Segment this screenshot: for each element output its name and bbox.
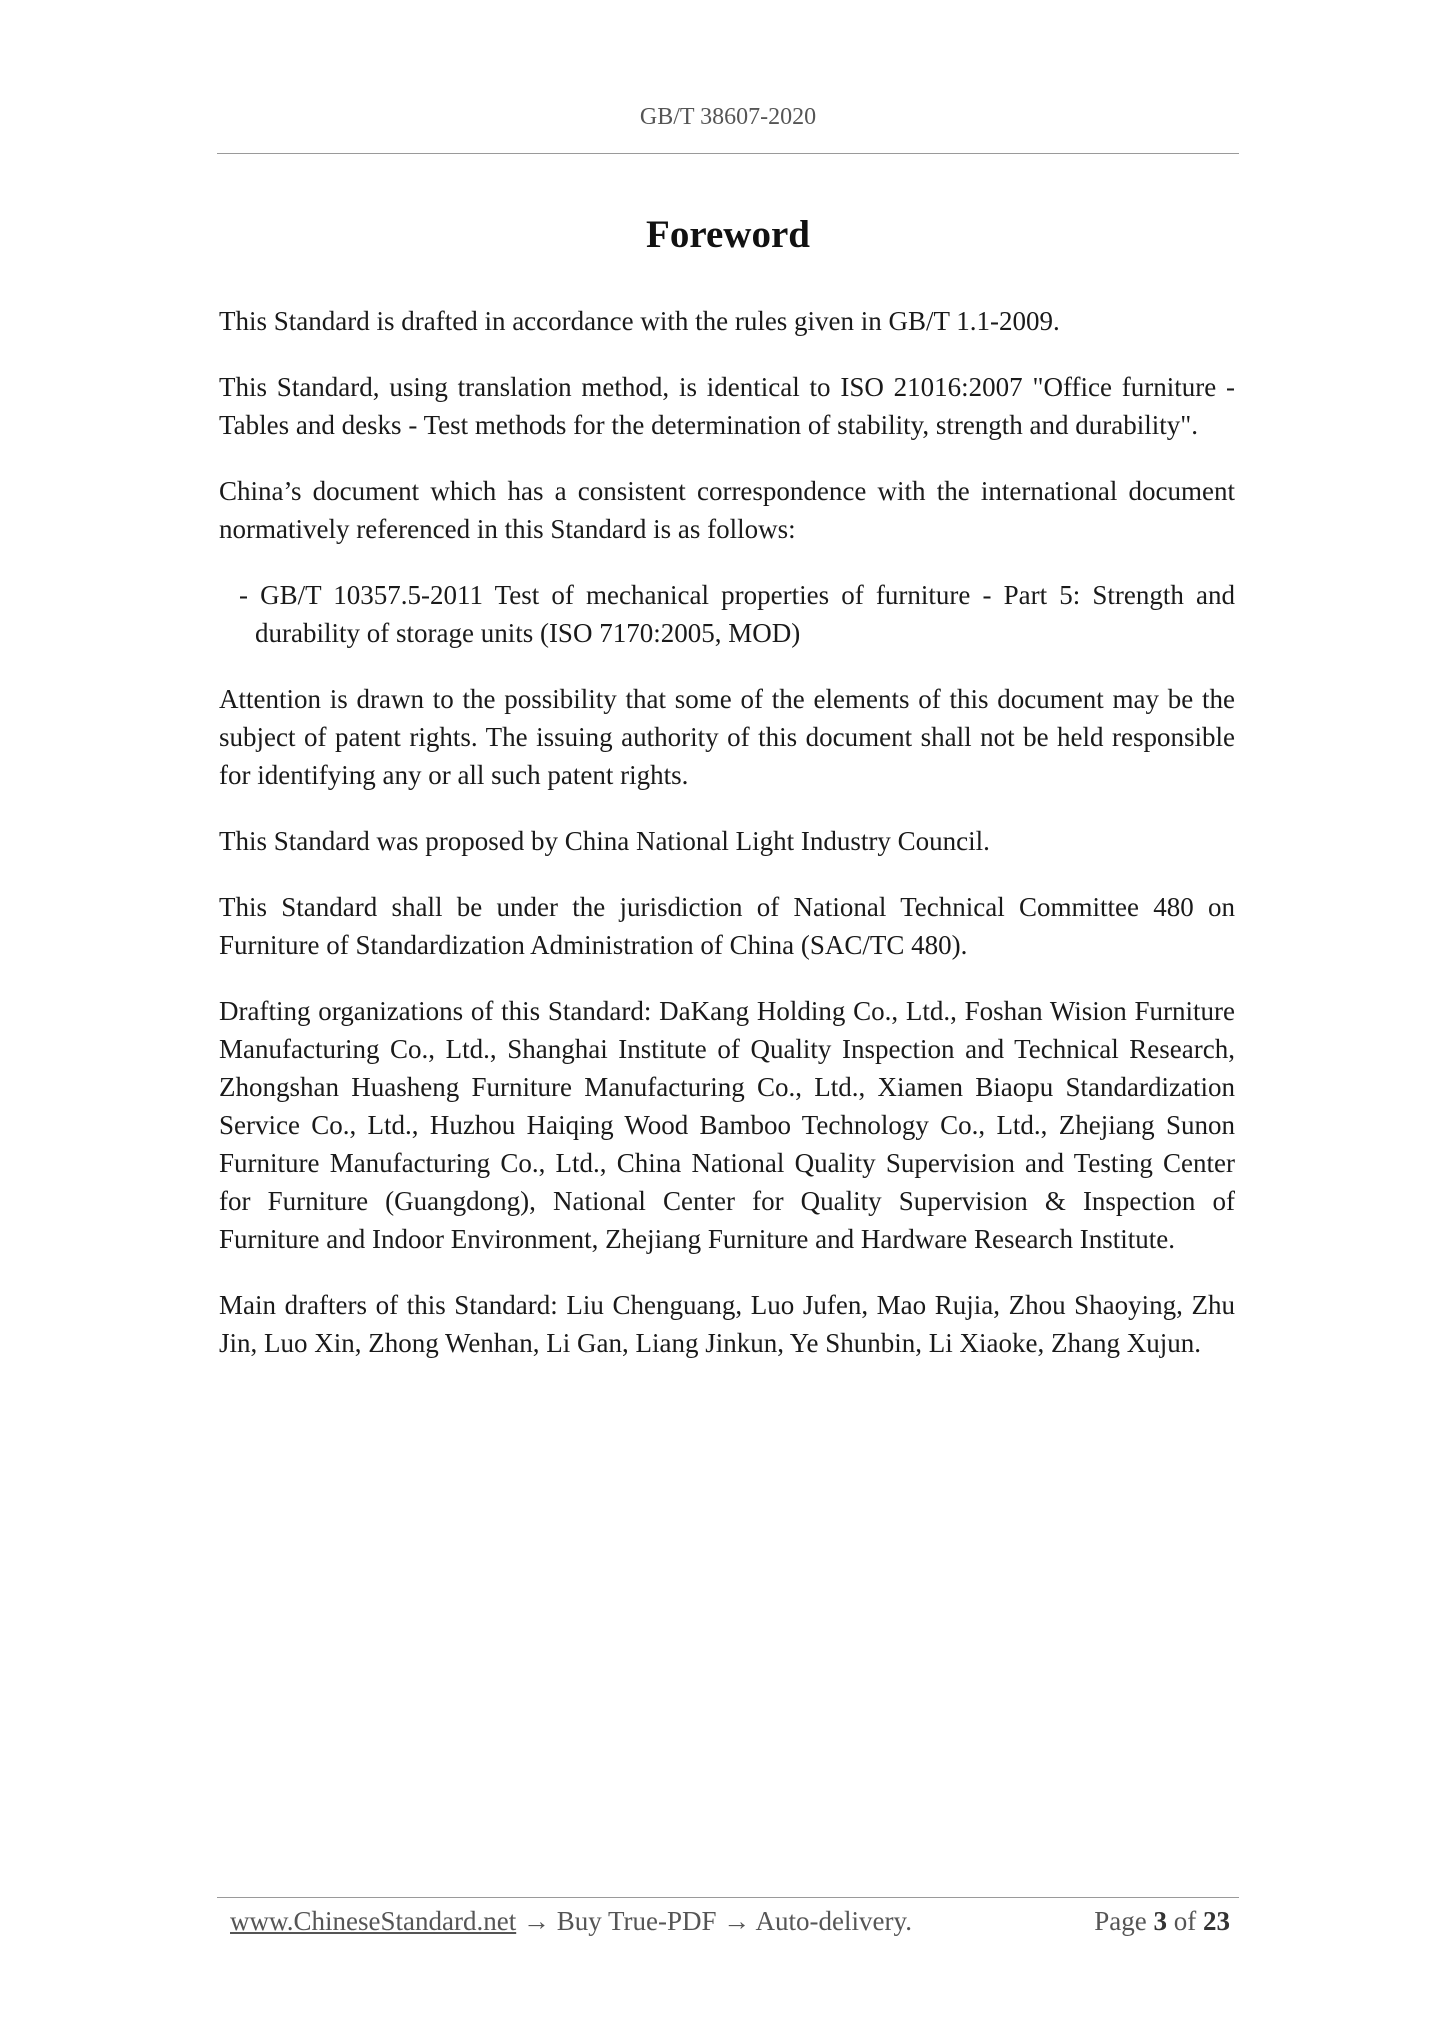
paragraph-main-drafters: Main drafters of this Standard: Liu Chenguang, Luo Jufen, Mao Rujia, Zhou Shaoying, Zhu Jin, Luo Xin, Zhong Wenhan, Li Gan, Liang Jinkun, Ye Shunbin, Li Xiaoke, Zhang Xujun. [219, 1290, 1235, 1358]
foreword-body [219, 302, 1235, 1390]
header-divider [217, 153, 1239, 154]
paragraph-correspondence: China’s document which has a consistent correspondence with the international document normatively referenced in this Standard is as follows: [219, 476, 1235, 544]
page-header-doc-number: GB/T 38607-2020 [639, 104, 817, 130]
page-of: of [1173, 1906, 1197, 1936]
page-title: Foreword [646, 213, 810, 256]
list-item-referenced-document: - GB/T 10357.5-2011 Test of mechanical properties of furniture - Part 5: Strength and durability of storage units (ISO 7170:2005, MOD) [239, 580, 1235, 648]
arrow-right-icon: → [723, 1906, 751, 1936]
arrow-right-icon: → [522, 1906, 550, 1936]
footer-promo [230, 1906, 912, 1937]
auto-delivery-text: Auto-delivery. [755, 1906, 912, 1936]
footer-divider [217, 1897, 1239, 1898]
paragraph-drafting-rules: This Standard is drafted in accordance with the rules given in GB/T 1.1-2009. [219, 306, 1060, 336]
paragraph-identical-iso: This Standard, using translation method, is identical to ISO 21016:2007 "Office furniture - Tables and desks - Test methods for the determination of stability, strength and durability". [219, 372, 1235, 440]
page-number [1094, 1906, 1230, 1937]
paragraph-proposed-by: This Standard was proposed by China National Light Industry Council. [219, 826, 990, 856]
page-label: Page [1094, 1906, 1147, 1936]
paragraph-jurisdiction: This Standard shall be under the jurisdiction of National Technical Committee 480 on Furniture of Standardization Administration of China (SAC/TC 480). [219, 892, 1235, 960]
page-current: 3 [1153, 1906, 1167, 1936]
page-total: 23 [1203, 1906, 1230, 1936]
site-link[interactable]: www.ChineseStandard.net [230, 1906, 517, 1936]
buy-true-pdf-text: Buy True-PDF [556, 1906, 717, 1936]
paragraph-drafting-organizations: Drafting organizations of this Standard: DaKang Holding Co., Ltd., Foshan Wision Furniture Manufacturing Co., Ltd., Shanghai Institute of Quality Inspection and Technical Research, Zhongshan Huasheng Furniture Manufacturing Co., Ltd., Xiamen Biaopu Standardization Service Co., Ltd., Huzhou Haiqing Wood Bamboo Technology Co., Ltd., Zhejiang Sunon Furniture Manufacturing Co., Ltd., China National Quality Supervision and Testing Center for Furniture (Guangdong), National Center for Quality Supervision & Inspection of Furniture and Indoor Environment, Zhejiang Furniture and Hardware Research Institute. [219, 996, 1235, 1254]
paragraph-patent-rights: Attention is drawn to the possibility that some of the elements of this document may be the subject of patent rights. The issuing authority of this document shall not be held responsible for identifying any or all such patent rights. [219, 684, 1235, 790]
